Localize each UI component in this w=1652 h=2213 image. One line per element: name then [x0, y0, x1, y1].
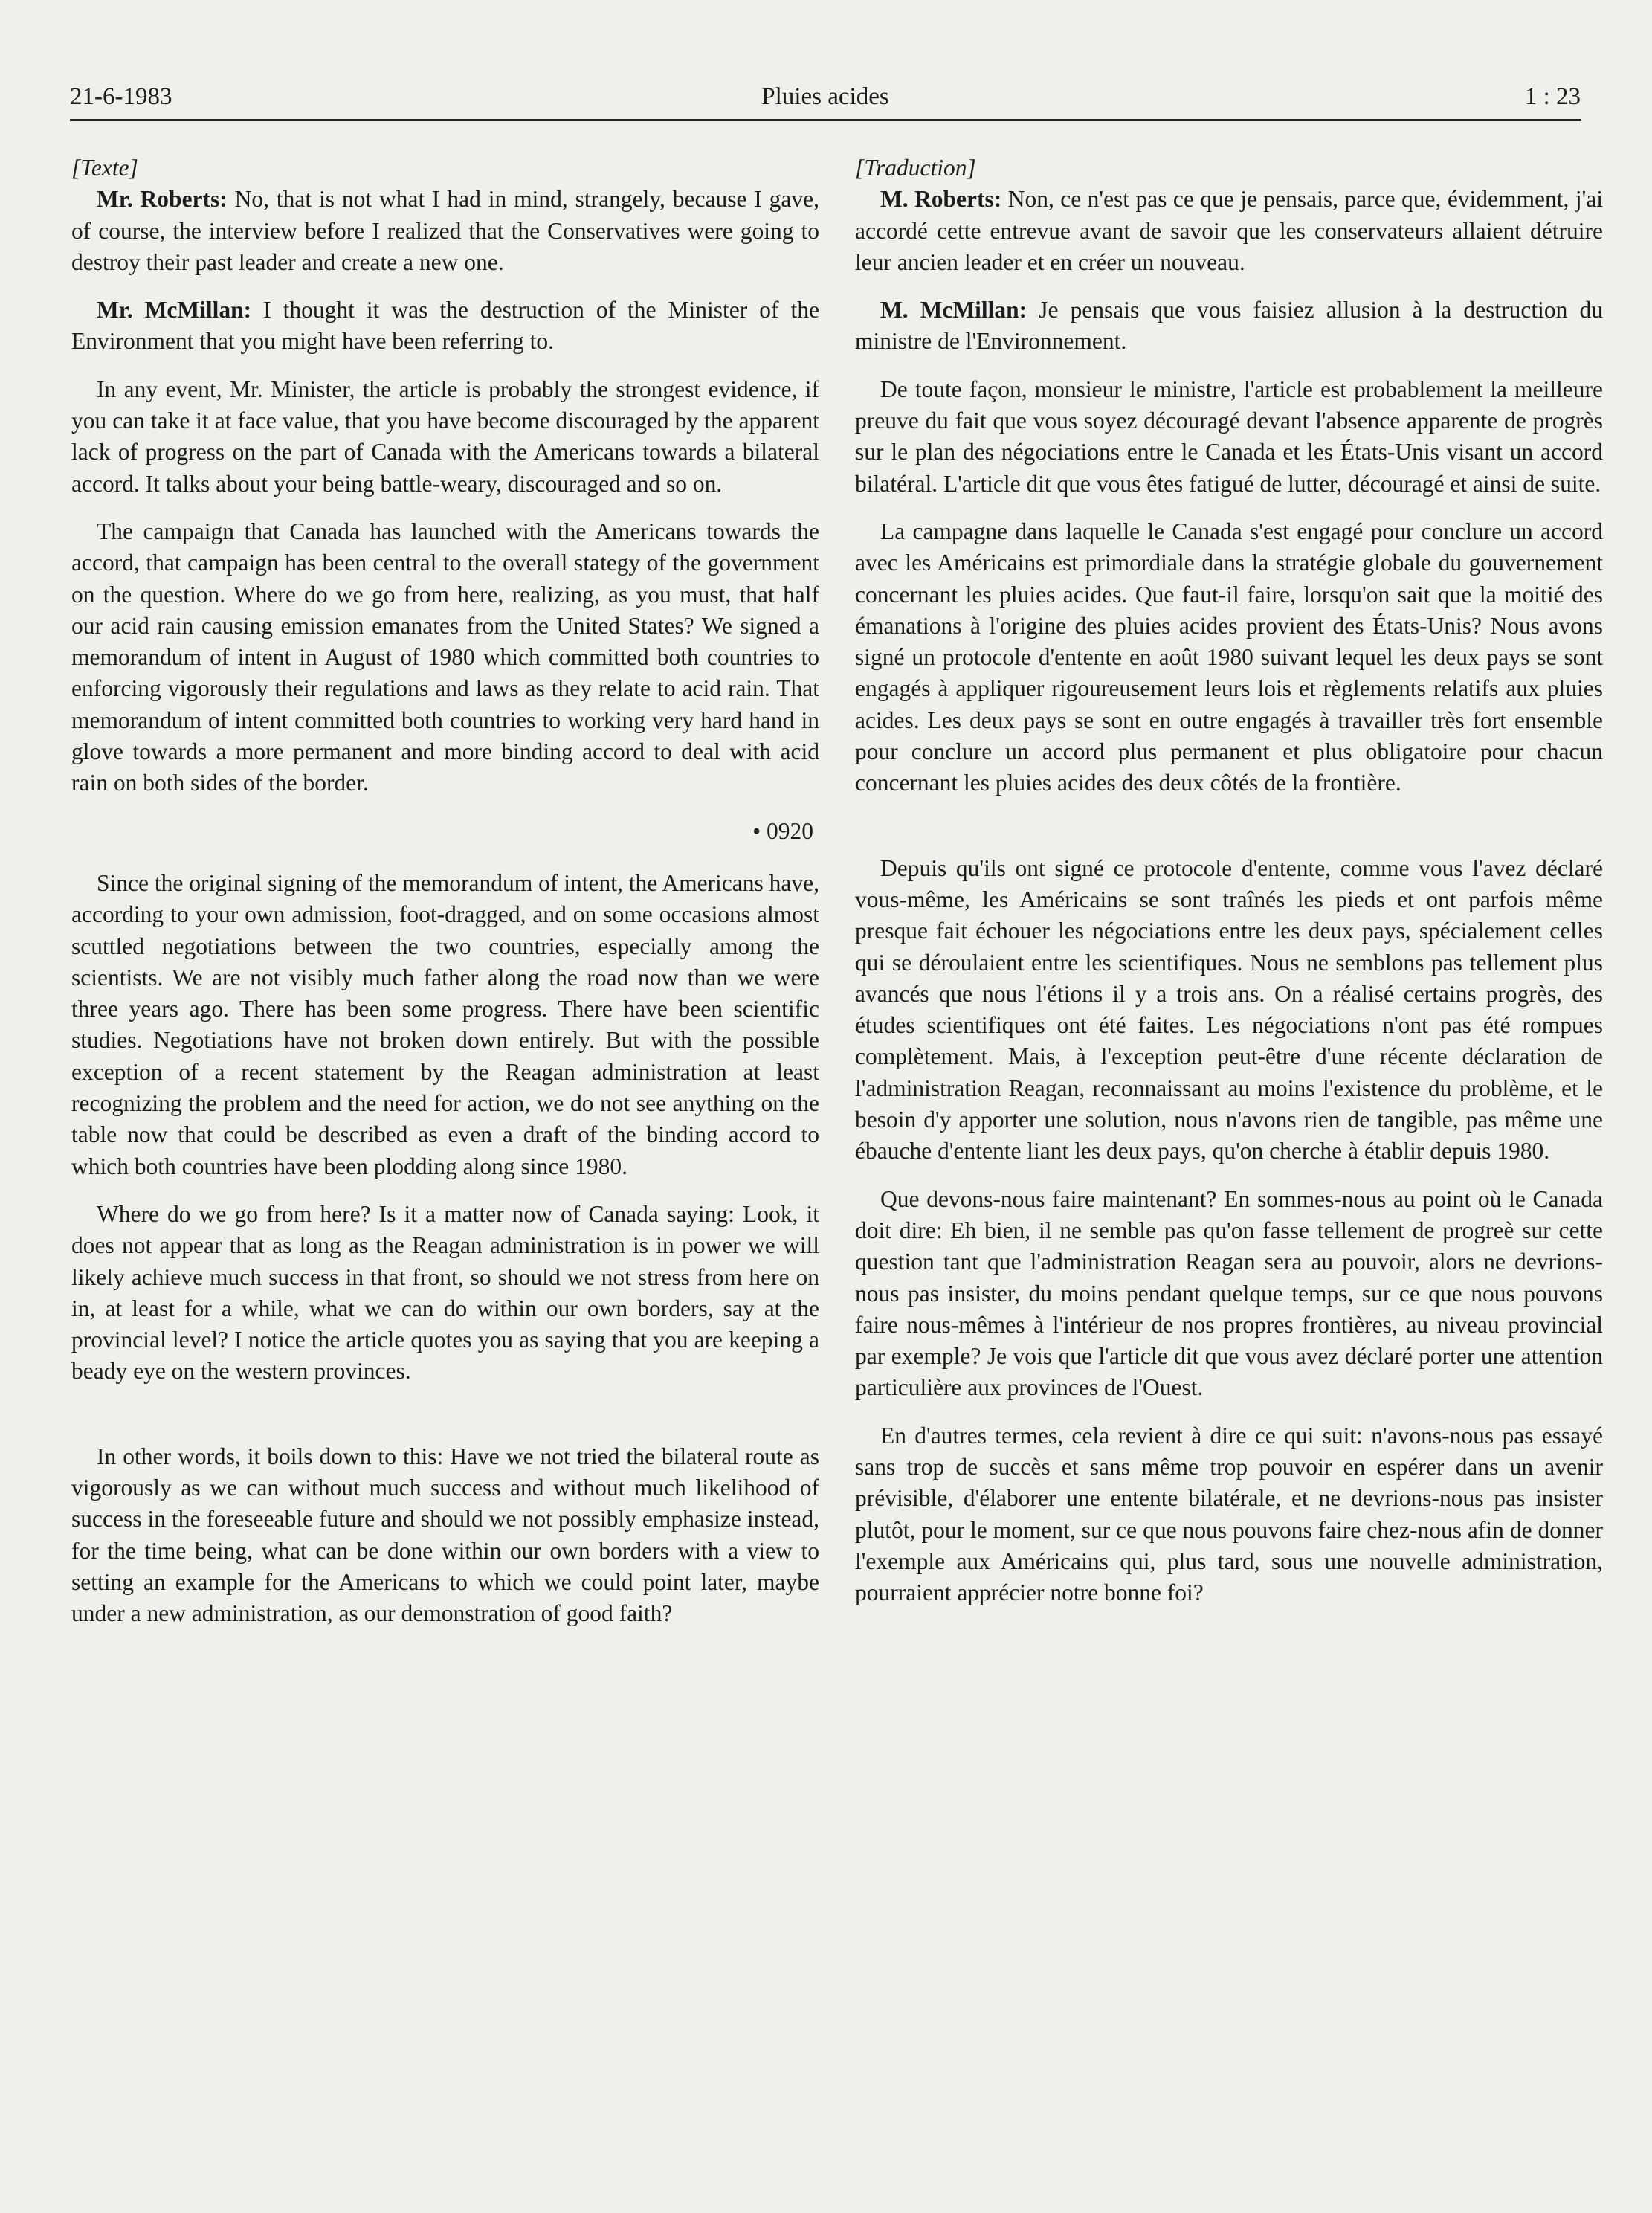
paragraph: In other words, it boils down to this: Have we not tried the bilateral route as vigorously as we can without much success and without much likelihood of success in the foreseeable future and should we not possibly emphasize instead, for the time being, what can be done within our own borders with a view to setting an example for the Americans to which we could point later, maybe under a new administration, as our demonstration of good faith? [71, 1443, 819, 1627]
speaker-name: M. Roberts: [880, 186, 1002, 213]
column-tag: [Texte] [71, 155, 138, 181]
paragraph: De toute façon, monsieur le ministre, l'article est probablement la meilleure preuve du fait que vous soyez découragé devant l'absence apparente de progrès sur le plan des négociations entre le Canada et les États-Unis visant un accord bilatéral. L'article dit que vous êtes fatigué de lutter, découragé et ainsi de suite. [855, 376, 1603, 497]
speaker-name: Mr. Roberts: [97, 186, 228, 213]
speaker-name: Mr. McMillan: [97, 297, 252, 323]
french-column [855, 152, 1603, 1625]
paragraph: The campaign that Canada has launched with the Americans towards the accord, that campaign has been central to the overall stategy of the government on the question. Where do we go from here, realizing, as you must, that half our acid rain causing emission emanates from the United States? We signed a memorandum of intent in August of 1980 which committed both countries to enforcing vigorously their regulations and laws as they relate to acid rain. That memorandum of intent committed both countries to working very hard hand in glove towards a more permanent and more binding accord to deal with acid rain on both sides of the border. [71, 518, 819, 796]
paragraph [71, 294, 819, 358]
speaker-name: M. McMillan: [880, 297, 1027, 323]
paragraph: La campagne dans laquelle le Canada s'est engagé pour conclure un accord avec les Américains est primordiale dans la stratégie globale du gouvernement concernant les pluies acides. Que faut-il faire, lorsqu'on sait que la moitié des émanations à l'origine des pluies acides provient des États-Unis? Nous avons signé un protocole d'entente en août 1980 suivant lequel les deux pays se sont engagés à appliquer rigoureusement leurs lois et règlements relatifs aux pluies acides. Les deux pays se sont en outre engagés à travailler très fort ensemble pour conclure un accord plus permanent et plus obligatoire pour chacun concernant les pluies acides des deux côtés de la frontière. [855, 518, 1603, 796]
paragraph-text: Non, ce n'est pas ce que je pensais, parce que, évidemment, j'ai accordé cette entrevue avant de savoir que les conservateurs allaient détruire leur ancien leader et en créer un nouveau. [855, 186, 1603, 275]
paragraph: Depuis qu'ils ont signé ce protocole d'entente, comme vous l'avez déclaré vous-même, les Américains se sont traînés les pieds et ont parfois même presque fait échouer les négociations entre les deux pays, spécialement celles qui se déroulaient entre les scientifiques. Nous ne semblons pas tellement plus avancés que nous l'étions il y a trois ans. On a réalisé certains progrès, des études scientifiques ont été faites. Les négociations n'ont pas été rompues complètement. Mais, à l'exception peut-être d'une récente déclaration de l'administration Reagan, reconnaissant au moins l'existence du problème, et le besoin d'y apporter une solution, nous n'avons rien de tangible, pas même une ébauche d'entente liant les deux pays, qu'on cherche à établir depuis 1980. [855, 854, 1603, 1165]
paragraph: En d'autres termes, cela revient à dire ce qui suit: n'avons-nous pas essayé sans trop de succès et sans même trop pouvoir en espérer dans un avenir prévisible, d'élaborer une entente bilatérale, et ne devrions-nous pas insister plutôt, pour le moment, sur ce que nous pouvons faire chez-nous afin de donner l'exemple aux Américains qui, plus tard, sous une nouvelle administration, pourraient apprécier notre bonne foi? [855, 1422, 1603, 1606]
english-column [71, 152, 819, 1646]
header-title: Pluies acides [761, 83, 889, 110]
paragraph: Que devons-nous faire maintenant? En sommes-nous au point où le Canada doit dire: Eh bien, il ne semble pas qu'on fasse tellement de progreè sur cette question tant que l'administration Reagan sera au pouvoir, alors ne devrions-nous pas insister, du moins pendant quelque temps, sur ce que nous pouvons faire nous-mêmes à l'intérieur de nos propres frontières, au niveau provincial par exemple? Je vois que l'article dit que vous avez déclaré porter une attention particulière aux provinces de l'Ouest. [855, 1185, 1603, 1401]
paragraph [855, 184, 1603, 278]
header-date: 21-6-1983 [70, 83, 172, 110]
paragraph-text: Je pensais que vous faisiez allusion à la destruction du ministre de l'Environnement. [855, 297, 1603, 355]
paragraph [855, 294, 1603, 358]
header-page-number: 1 : 23 [1524, 83, 1581, 110]
header-rule [70, 119, 1581, 121]
paragraph-text: No, that is not what I had in mind, strangely, because I gave, of course, the interview before I realized that the Conservatives were going to destroy their past leader and create a new one. [71, 186, 819, 275]
paragraph: In any event, Mr. Minister, the article is probably the strongest evidence, if you can take it at face value, that you have become discouraged by the apparent lack of progress on the part of Canada with the Americans towards a bilateral accord. It talks about your being battle-weary, discouraged and so on. [71, 376, 819, 497]
paragraph-text: I thought it was the destruction of the Minister of the Environment that you might have been referring to. [71, 297, 819, 355]
column-tag: [Traduction] [855, 155, 976, 181]
paragraph: Since the original signing of the memorandum of intent, the Americans have, according to your own admission, foot-dragged, and on some occasions almost scuttled negotiations between the two countries, especially among the scientists. We are not visibly much father along the road now than we were three years ago. There has been some progress. There have been scientific studies. Negotiations have not broken down entirely. But with the possible exception of a recent statement by the Reagan administration at least recognizing the problem and the need for action, we do not see anything on the table now that could be described as even a draft of the binding accord to which both countries have been plodding along since 1980. [71, 869, 819, 1179]
timecode: • 0920 [752, 817, 813, 844]
running-header [70, 77, 1581, 122]
paragraph [71, 184, 819, 278]
paragraph: Where do we go from here? Is it a matter now of Canada saying: Look, it does not appear that as long as the Reagan administration is in power we will likely achieve much success in that front, so should we not stress from here on in, at least for a while, what we can do within our own borders, say at the provincial level? I notice the article quotes you as saying that you are keeping a beady eye on the western provinces. [71, 1200, 819, 1385]
